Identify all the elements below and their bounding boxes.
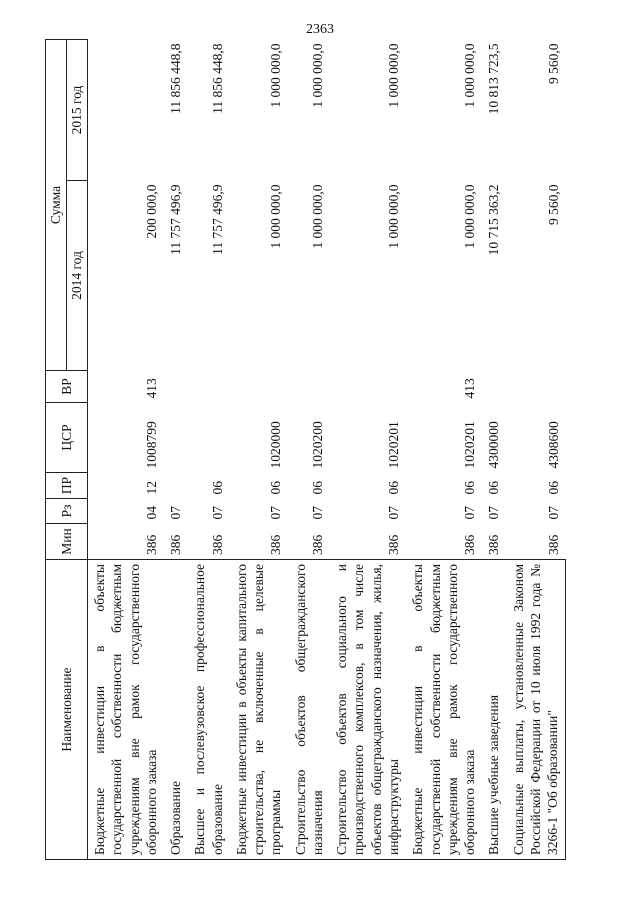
- row-rz: 07: [545, 506, 561, 520]
- page-number: 2363: [306, 22, 334, 37]
- header-2015: 2015 год: [67, 39, 88, 180]
- row-rz: 07: [385, 506, 401, 520]
- row-rz: 07: [268, 506, 284, 520]
- row-csr: 1020201: [385, 421, 401, 469]
- row-vr: [289, 371, 331, 403]
- header-csr: ЦСР: [46, 403, 88, 473]
- row-rz: 07: [462, 506, 478, 520]
- table-row: [482, 39, 506, 859]
- row-sum-2015: 10 813 723,5: [486, 43, 502, 115]
- row-name: Бюджетные инвестиции в объекты капитального строительства, не включенные в целевые программы: [230, 560, 289, 860]
- row-min: 386: [462, 534, 478, 555]
- row-rz: 07: [168, 506, 184, 520]
- row-rz: 07: [309, 506, 325, 520]
- row-pr: 12: [143, 481, 159, 495]
- budget-table-rotated: [45, 40, 561, 860]
- row-name: Высшее и послевузовское профессиональное образование: [188, 560, 230, 860]
- row-rz: 07: [209, 506, 225, 520]
- row-sum-2015: [88, 39, 165, 180]
- header-pr: ПР: [46, 473, 88, 499]
- row-vr: 413: [143, 378, 159, 399]
- table-row: [230, 39, 289, 859]
- row-csr: 1020200: [309, 421, 325, 469]
- table-row: [507, 39, 566, 859]
- row-sum-2014: 10 715 363,2: [486, 184, 502, 256]
- budget-table: [45, 39, 566, 860]
- row-sum-2014: 1 000 000,0: [268, 184, 284, 249]
- table-row: [289, 39, 331, 859]
- row-name: Строительство объектов общегражданского назначения: [289, 560, 331, 860]
- row-sum-2015: 11 856 448,8: [209, 43, 225, 114]
- row-pr: 06: [385, 481, 401, 495]
- row-name: Бюджетные инвестиции в объекты государственной собственности бюджетным учреждениям вне рамок государственного оборонного заказа: [406, 560, 482, 860]
- row-min: 386: [385, 534, 401, 555]
- row-name: Бюджетные инвестиции в объекты государственной собственности бюджетным учреждениям вне рамок государственного оборонного заказа: [88, 560, 165, 860]
- row-min: 386: [209, 534, 225, 555]
- row-min: 386: [268, 534, 284, 555]
- table-row: [164, 39, 188, 859]
- row-sum-2015: 1 000 000,0: [385, 43, 401, 108]
- row-sum-2014: 1 000 000,0: [309, 184, 325, 249]
- row-vr: 413: [462, 378, 478, 399]
- row-sum-2014: 11 757 496,9: [209, 184, 225, 255]
- row-sum-2015: 1 000 000,0: [462, 43, 478, 108]
- header-min: Мин: [46, 524, 88, 560]
- row-min: 386: [545, 534, 561, 555]
- row-sum-2014: 11 757 496,9: [168, 184, 184, 255]
- row-min: 386: [486, 534, 502, 555]
- row-sum-2014: 9 560,0: [545, 184, 561, 225]
- row-vr: [188, 371, 230, 403]
- row-csr: 4308600: [545, 421, 561, 469]
- row-csr: [164, 403, 188, 473]
- row-rz: 04: [143, 506, 159, 520]
- header-rz: Рз: [46, 499, 88, 524]
- header-2014: 2014 год: [67, 181, 88, 371]
- row-csr: 1020000: [268, 421, 284, 469]
- table-row: [406, 39, 482, 859]
- row-csr: 1008799: [143, 421, 159, 469]
- row-name: Социальные выплаты, установленные Законом Российской Федерации от 10 июля 1992 года № 3266-1 "Об образовании": [507, 560, 566, 860]
- row-min: 386: [309, 534, 325, 555]
- table-body: [88, 39, 566, 859]
- header-name: Наименование: [46, 560, 88, 860]
- row-min: 386: [168, 534, 184, 555]
- row-min: 386: [143, 534, 159, 555]
- row-pr: 06: [545, 481, 561, 495]
- row-sum-2015: 9 560,0: [545, 43, 561, 84]
- table-row: [330, 39, 406, 859]
- row-csr: 4300000: [486, 421, 502, 469]
- row-sum-2015: 1 000 000,0: [268, 43, 284, 108]
- row-sum-2015: 1 000 000,0: [309, 43, 325, 108]
- row-sum-2014: 1 000 000,0: [385, 184, 401, 249]
- row-pr: 06: [268, 481, 284, 495]
- row-vr: [507, 371, 566, 403]
- row-pr: 06: [309, 481, 325, 495]
- row-csr: 1020201: [462, 421, 478, 469]
- row-csr: [188, 403, 230, 473]
- row-vr: [482, 371, 506, 403]
- row-vr: [164, 371, 188, 403]
- row-pr: 06: [486, 481, 502, 495]
- row-pr: [164, 473, 188, 499]
- row-name: Высшие учебные заведения: [482, 560, 506, 860]
- table-row: [188, 39, 230, 859]
- table-header: [46, 39, 88, 859]
- header-sum: Сумма: [46, 39, 67, 370]
- row-pr: 06: [462, 481, 478, 495]
- row-sum-2014: 1 000 000,0: [462, 184, 478, 249]
- row-sum-2014: 200 000,0: [143, 184, 159, 239]
- row-rz: 07: [486, 506, 502, 520]
- row-name: Образование: [164, 560, 188, 860]
- row-vr: [230, 371, 289, 403]
- row-vr: [330, 371, 406, 403]
- row-name: Строительство объектов социального и производственного комплексов, в том числе объектов общегражданского назначения, жилья, инфраструктуры: [330, 560, 406, 860]
- row-pr: 06: [209, 481, 225, 495]
- header-vr: ВР: [46, 371, 88, 403]
- table-row: [88, 39, 165, 859]
- row-sum-2015: 11 856 448,8: [168, 43, 184, 114]
